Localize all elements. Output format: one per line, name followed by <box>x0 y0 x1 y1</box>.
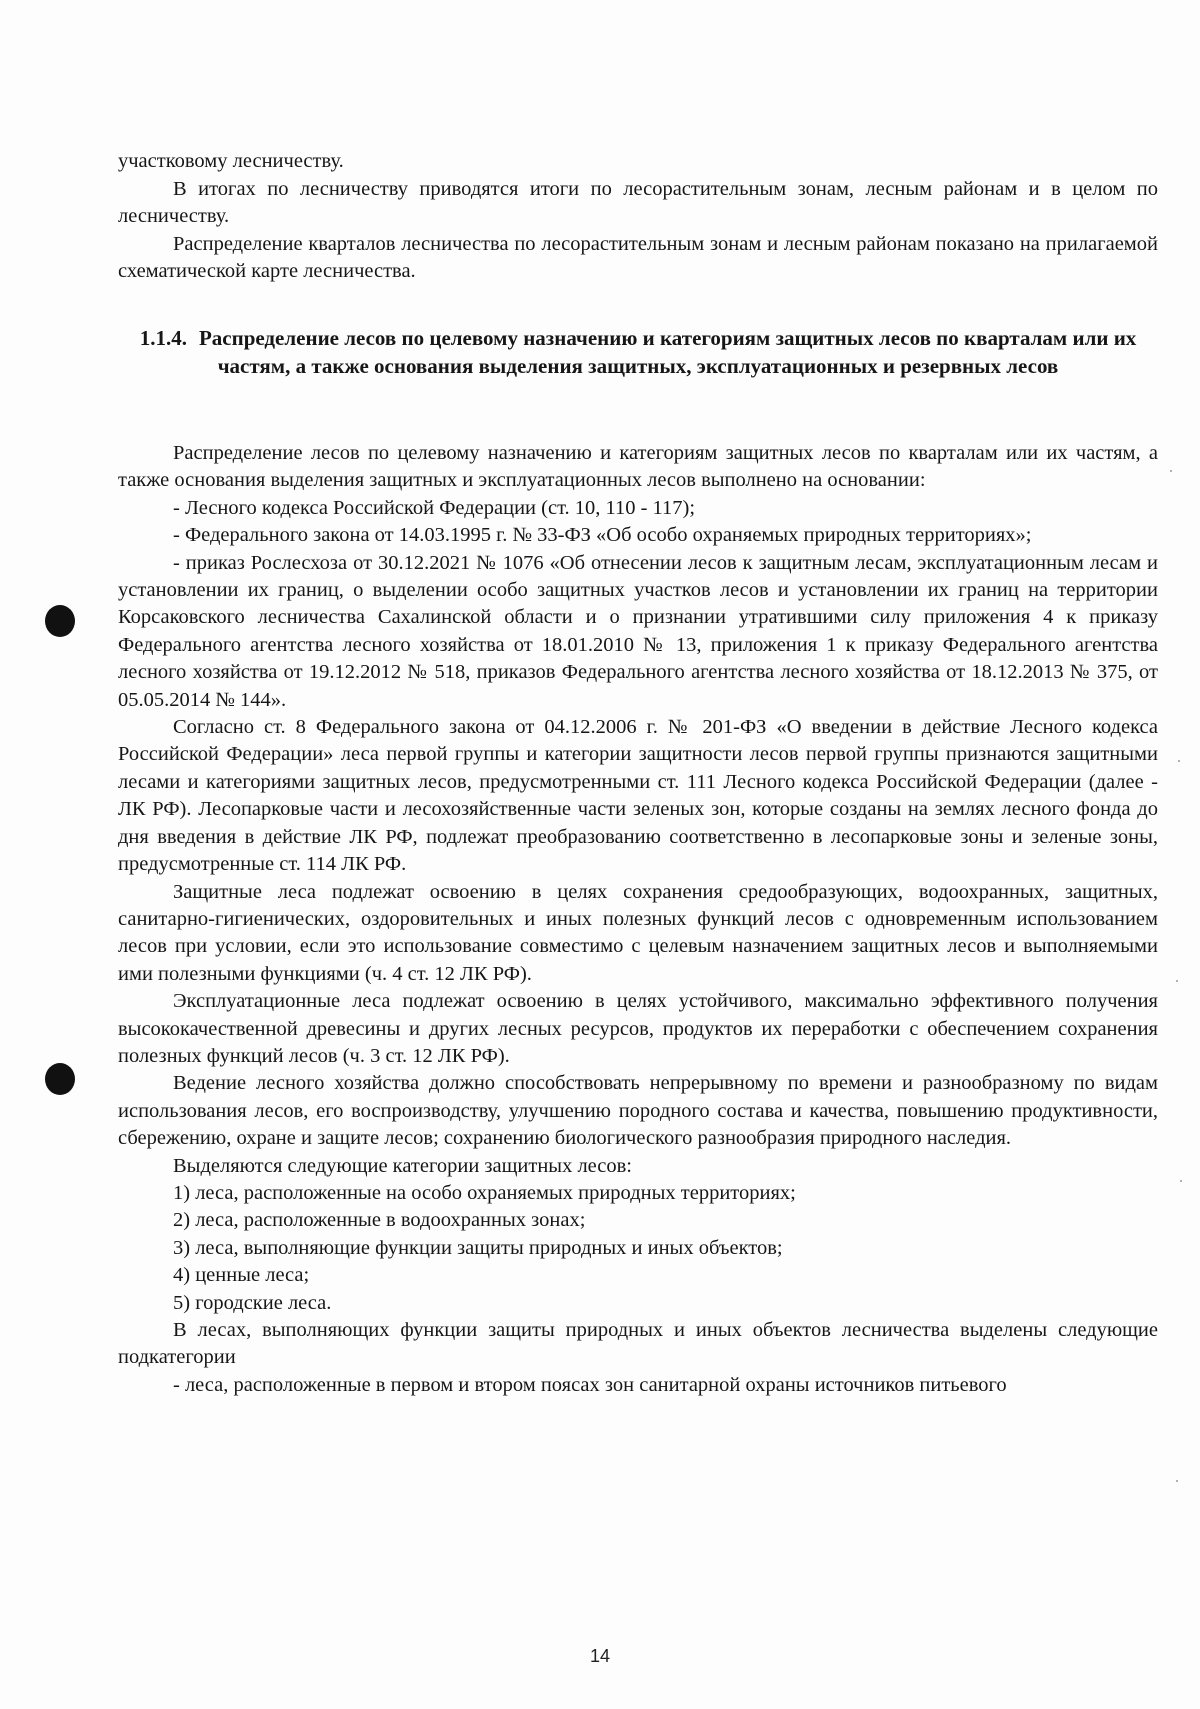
continuation-line: участковому лесничеству. <box>118 150 344 172</box>
paragraph: В итогах по лесничеству приводятся итоги по лесорастительным зонам, лесным районам и в целом по лесничеству. <box>118 177 1158 228</box>
scan-speck <box>1176 1480 1178 1482</box>
punch-hole <box>45 605 75 637</box>
paragraph: Защитные леса подлежат освоению в целях сохранения средообразующих, водоохранных, защитных, санитарно-гигиенических, оздоровительных и иных полезных функций лесов с одновременным использованием лесов при условии, если это использование совместимо с целевым назначением защитных лесов и выполняемыми ими полезными функциями (ч. 4 ст. 12 ЛК РФ). <box>118 880 1158 985</box>
list-item: 5) городские леса. <box>173 1291 332 1314</box>
section-body <box>118 440 1158 1399</box>
paragraph: Выделяются следующие категории защитных лесов: <box>173 1154 633 1177</box>
list-item: - приказ Рослесхоза от 30.12.2021 № 1076 «Об отнесении лесов к защитным лесам, эксплуатационным лесам и установлении их границ, о выделении особо защитных участков лесов и установлении их границ на территории Корсаковского лесничества Сахалинской области и о признании утратившими силу приложения 4 к приказу Федерального агентства лесного хозяйства от 18.01.2010 № 13, приложения 1 к приказу Федерального агентства лесного хозяйства от 19.12.2012 № 518, приказов Федерального агентства лесного хозяйства от 18.12.2013 № 375, от 05.05.2014 № 144». <box>118 551 1158 711</box>
section-title: Распределение лесов по целевому назначению и категориям защитных лесов по кварталам или их частям, а также основания выделения защитных, эксплуатационных и резервных лесов <box>198 326 1137 378</box>
list-item: - Федерального закона от 14.03.1995 г. № 33-ФЗ «Об особо охраняемых природных территориях»; <box>173 524 1032 547</box>
list-item: - Лесного кодекса Российской Федерации (ст. 10, 110 - 117); <box>173 496 696 519</box>
list-item: 1) леса, расположенные на особо охраняемых природных территориях; <box>173 1181 796 1204</box>
section-number: 1.1.4. <box>139 326 187 350</box>
list-item: 3) леса, выполняющие функции защиты природных и иных объектов; <box>173 1236 783 1259</box>
paragraph: Распределение лесов по целевому назначению и категориям защитных лесов по кварталам или их частям, а также основания выделения защитных и эксплуатационных лесов выполнено на основании: <box>118 442 1158 492</box>
scan-speck <box>1178 760 1180 762</box>
paragraph: Эксплуатационные леса подлежат освоению в целях устойчивого, максимально эффективного получения высококачественной древесины и других лесных ресурсов, продуктов их переработки с обеспечением сохранения полезных функций лесов (ч. 3 ст. 12 ЛК РФ). <box>118 990 1158 1067</box>
punch-hole <box>45 1063 75 1095</box>
scan-speck <box>1176 980 1178 982</box>
section-heading <box>118 324 1158 380</box>
list-item: - леса, расположенные в первом и втором поясах зон санитарной охраны источников питьевого <box>173 1373 1007 1396</box>
paragraph: Распределение кварталов лесничества по лесорастительным зонам и лесным районам показано на прилагаемой схематической карте лесничества. <box>118 232 1158 283</box>
page-number: 14 <box>589 1646 611 1666</box>
intro-text <box>118 148 1158 286</box>
scan-speck <box>1180 1180 1182 1182</box>
scan-speck <box>1170 470 1172 472</box>
list-item: 4) ценные леса; <box>173 1264 310 1287</box>
paragraph: Согласно ст. 8 Федерального закона от 04.12.2006 г. № 201-ФЗ «О введении в действие Лесного кодекса Российской Федерации» леса первой группы и категории защитности лесов первой группы признаются защитными лесами и категориями защитных лесов, предусмотренными ст. 111 Лесного кодекса Российской Федерации (далее - ЛК РФ). Лесопарковые части и лесохозяйственные части зеленых зон, которые созданы на землях лесного фонда до дня введения в действие ЛК РФ, подлежат преобразованию соответственно в лесопарковые зоны и зеленые зоны, предусмотренные ст. 114 ЛК РФ. <box>118 716 1158 876</box>
list-item: 2) леса, расположенные в водоохранных зонах; <box>173 1209 586 1232</box>
paragraph: В лесах, выполняющих функции защиты природных и иных объектов лесничества выделены следующие подкатегории <box>118 1319 1158 1369</box>
paragraph: Ведение лесного хозяйства должно способствовать непрерывному по времени и разнообразному по видам использования лесов, его воспроизводству, улучшению породного состава и качества, повышению продуктивности, сбережению, охране и защите лесов; сохранению биологического разнообразия природного наследия. <box>118 1072 1158 1150</box>
